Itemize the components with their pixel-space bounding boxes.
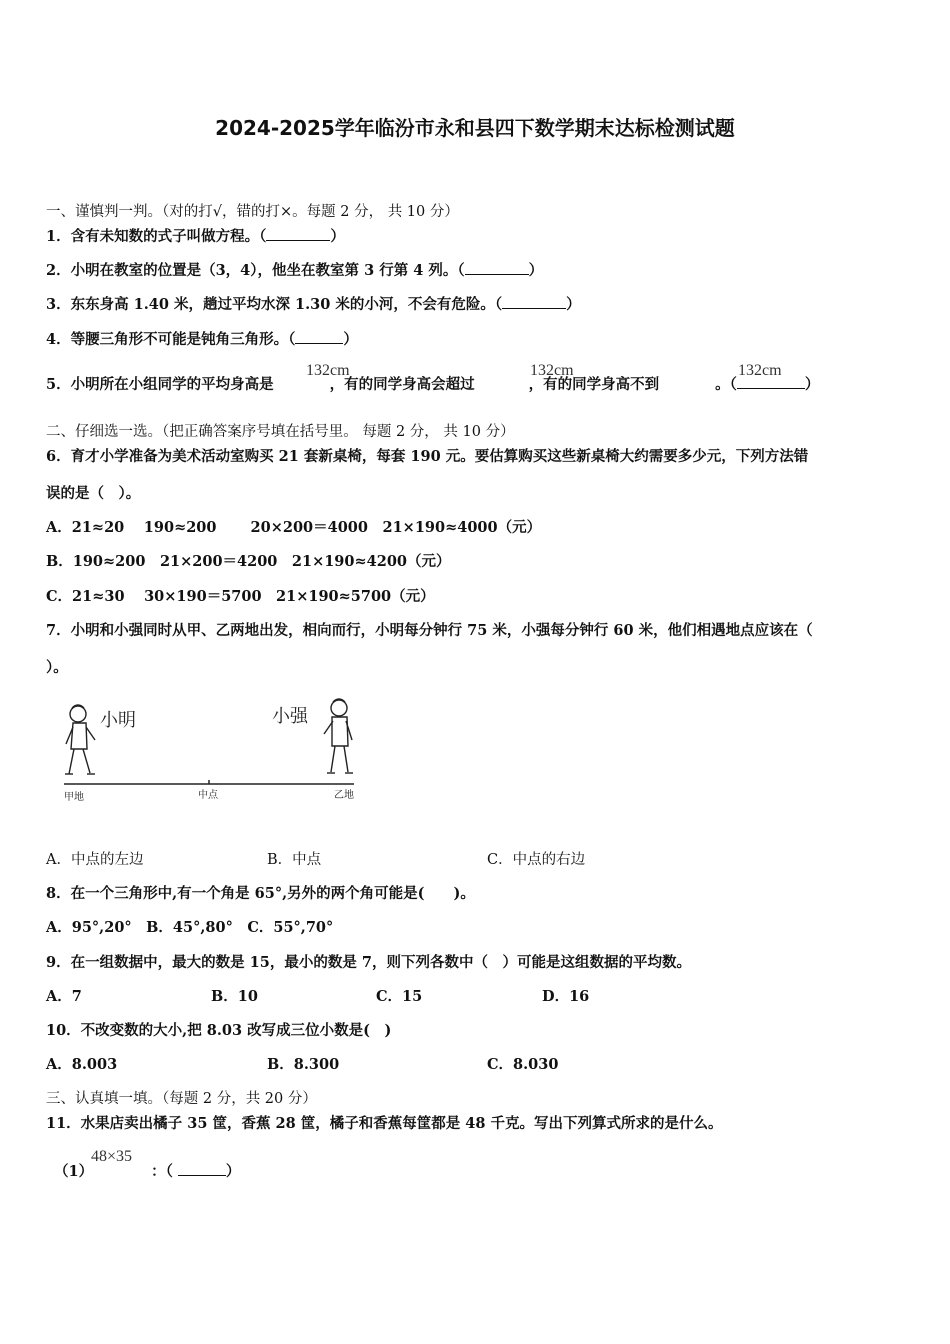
option-7a[interactable]: A．中点的左边	[46, 852, 144, 868]
option-9d[interactable]: D．16	[542, 988, 590, 1005]
option-7c[interactable]: C．中点的右边	[487, 852, 586, 868]
option-7b[interactable]: B．中点	[267, 852, 322, 868]
answer-blank-2[interactable]	[465, 262, 529, 275]
answer-blank-3[interactable]	[502, 296, 566, 309]
expression-48x35: 48×35	[91, 1148, 133, 1165]
question-9: 9．在一组数据中，最大的数是 15，最小的数是 7，则下列各数中（ ）可能是这组数据的平均数。	[46, 954, 691, 971]
value-132cm-3: 132cm	[738, 362, 782, 379]
question-7-line2: ）。	[46, 659, 68, 676]
answer-blank-4[interactable]	[295, 331, 343, 344]
q7-figure	[56, 694, 376, 806]
page-title: 2024-2025学年临汾市永和县四下数学期末达标检测试题	[215, 116, 735, 140]
question-8-options[interactable]: A．95°,20° B．45°,80° C．55°,70°	[46, 919, 334, 936]
option-6a[interactable]: A．21≈20 190≈200 20×200＝4000 21×190≈4000（元）	[46, 519, 542, 536]
option-10b[interactable]: B．8.300	[267, 1056, 340, 1073]
question-11: 11．水果店卖出橘子 35 筐，香蕉 28 筐，橘子和香蕉每筐都是 48 千克。写出下列算式所求的是什么。	[46, 1115, 723, 1132]
question-6-line2: 误的是（ ）。	[46, 485, 141, 502]
label-midpoint: 中点	[198, 790, 218, 801]
question-7-line1: 7．小明和小强同时从甲、乙两地出发，相向而行，小明每分钟行 75 米，小强每分钟行 60 米，他们相遇地点应该在（	[46, 622, 813, 639]
xiaoqiang-figure	[324, 699, 353, 773]
question-2: 2．小明在教室的位置是（3，4），他坐在教室第 3 行第 4 列。（ ）	[46, 262, 544, 279]
question-10: 10．不改变数的大小,把 8.03 改写成三位小数是( )	[46, 1022, 392, 1039]
option-6b[interactable]: B．190≈200 21×200＝4200 21×190≈4200（元）	[46, 553, 451, 570]
option-9b[interactable]: B．10	[211, 988, 258, 1005]
question-1: 1．含有未知数的式子叫做方程。（ ）	[46, 228, 345, 245]
answer-blank-1[interactable]	[266, 228, 330, 241]
label-yidi: 乙地	[334, 790, 354, 801]
option-10c[interactable]: C．8.030	[487, 1056, 559, 1073]
value-132cm-1: 132cm	[306, 362, 350, 379]
xiaoming-figure	[65, 705, 95, 774]
label-xiaoming: 小明	[100, 710, 136, 731]
option-9c[interactable]: C．15	[376, 988, 423, 1005]
label-jiadi: 甲地	[64, 792, 84, 803]
question-8: 8．在一个三角形中,有一个角是 65°,另外的两个角可能是( )。	[46, 885, 475, 902]
section2-heading: 二、仔细选一选。（把正确答案序号填在括号里。 每题 2 分， 共 10 分）	[46, 424, 515, 440]
section3-heading: 三、认真填一填。（每题 2 分，共 20 分）	[46, 1091, 317, 1107]
option-6c[interactable]: C．21≈30 30×190＝5700 21×190≈5700（元）	[46, 588, 435, 605]
option-9a[interactable]: A．7	[46, 988, 82, 1005]
question-6-line1: 6．育才小学准备为美术活动室购买 21 套新桌椅，每套 190 元。要估算购买这些新桌椅大约需要多少元，下列方法错	[46, 448, 809, 465]
question-4: 4．等腰三角形不可能是钝角三角形。（ ）	[46, 331, 358, 348]
question-11-1: （1） ：（ ）	[54, 1163, 241, 1180]
section1-heading: 一、谨慎判一判。（对的打√，错的打×。每题 2 分， 共 10 分）	[46, 204, 459, 220]
value-132cm-2: 132cm	[530, 362, 574, 379]
question-3: 3．东东身高 1.40 米，趟过平均水深 1.30 米的小河，不会有危险。（ ）	[46, 296, 581, 313]
question-5: 5．小明所在小组同学的平均身高是 ，有的同学身高会超过 ，有的同学身高不到 。（ ）	[46, 376, 820, 393]
label-xiaoqiang: 小强	[272, 706, 308, 727]
answer-blank-11-1[interactable]	[178, 1163, 226, 1176]
option-10a[interactable]: A．8.003	[46, 1056, 118, 1073]
